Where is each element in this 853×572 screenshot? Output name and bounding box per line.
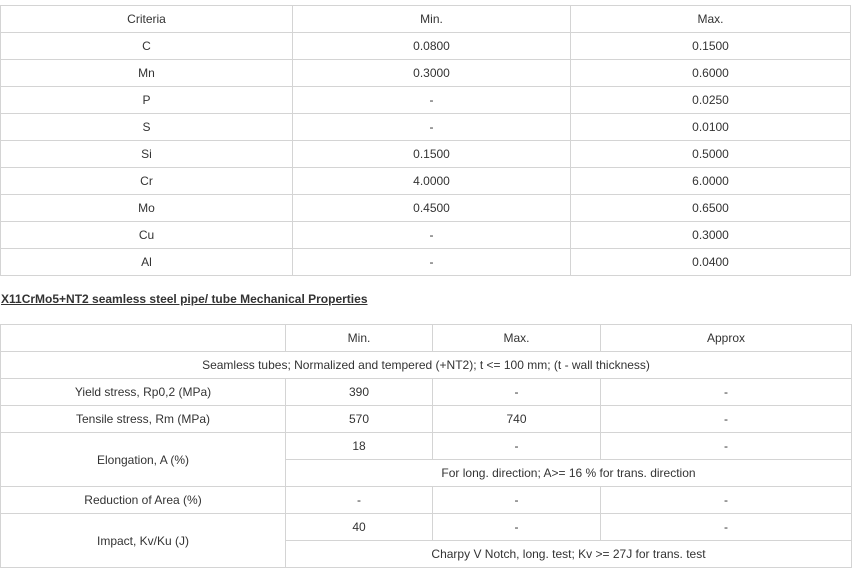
header-property	[1, 325, 286, 352]
mechanical-properties-title[interactable]: X11CrMo5+NT2 seamless steel pipe/ tube Mechanical Properties	[1, 292, 368, 306]
min-cell: -	[293, 87, 571, 114]
max-cell: 0.5000	[571, 141, 851, 168]
property-label: Elongation, A (%)	[1, 433, 286, 487]
table-header-row	[1, 6, 851, 33]
table-row	[1, 33, 851, 60]
condition-row	[1, 352, 852, 379]
element-cell: C	[1, 33, 293, 60]
table-row	[1, 195, 851, 222]
mechanical-properties-table	[0, 324, 852, 568]
max-cell: 0.0400	[571, 249, 851, 276]
element-cell: Mo	[1, 195, 293, 222]
max-cell: 0.1500	[571, 33, 851, 60]
header-approx: Approx	[601, 325, 852, 352]
element-cell: Si	[1, 141, 293, 168]
table-row	[1, 487, 852, 514]
header-max: Max.	[571, 6, 851, 33]
table-row	[1, 249, 851, 276]
chemical-composition-table	[0, 5, 851, 276]
table-row	[1, 222, 851, 249]
element-cell: P	[1, 87, 293, 114]
min-cell: 4.0000	[293, 168, 571, 195]
table-row	[1, 60, 851, 87]
min-cell: 0.0800	[293, 33, 571, 60]
max-cell: 0.0250	[571, 87, 851, 114]
table-row	[1, 433, 852, 460]
table-row	[1, 87, 851, 114]
max-cell: 0.6500	[571, 195, 851, 222]
header-min: Min.	[286, 325, 433, 352]
max-cell: 0.3000	[571, 222, 851, 249]
element-cell: Mn	[1, 60, 293, 87]
table-row	[1, 114, 851, 141]
element-cell: Cu	[1, 222, 293, 249]
value-approx: -	[601, 487, 852, 514]
property-label: Yield stress, Rp0,2 (MPa)	[1, 379, 286, 406]
value-approx: -	[601, 406, 852, 433]
property-label: Tensile stress, Rm (MPa)	[1, 406, 286, 433]
value-approx: -	[601, 379, 852, 406]
elongation-note: For long. direction; A>= 16 % for trans. direction	[286, 460, 852, 487]
table-row	[1, 514, 852, 541]
value-max: -	[433, 487, 601, 514]
table-header-row	[1, 325, 852, 352]
property-label: Impact, Kv/Ku (J)	[1, 514, 286, 568]
value-min: 390	[286, 379, 433, 406]
min-cell: 0.3000	[293, 60, 571, 87]
min-cell: -	[293, 114, 571, 141]
table-row	[1, 379, 852, 406]
value-approx: -	[601, 433, 852, 460]
element-cell: Cr	[1, 168, 293, 195]
header-criteria: Criteria	[1, 6, 293, 33]
value-max: -	[433, 514, 601, 541]
table-row	[1, 406, 852, 433]
property-label: Reduction of Area (%)	[1, 487, 286, 514]
min-cell: -	[293, 222, 571, 249]
impact-note: Charpy V Notch, long. test; Kv >= 27J for trans. test	[286, 541, 852, 568]
max-cell: 0.0100	[571, 114, 851, 141]
table-row	[1, 141, 851, 168]
value-max: 740	[433, 406, 601, 433]
table-row	[1, 168, 851, 195]
max-cell: 0.6000	[571, 60, 851, 87]
header-min: Min.	[293, 6, 571, 33]
value-max: -	[433, 433, 601, 460]
value-min: 18	[286, 433, 433, 460]
header-max: Max.	[433, 325, 601, 352]
value-min: -	[286, 487, 433, 514]
element-cell: Al	[1, 249, 293, 276]
max-cell: 6.0000	[571, 168, 851, 195]
min-cell: 0.1500	[293, 141, 571, 168]
value-min: 570	[286, 406, 433, 433]
value-approx: -	[601, 514, 852, 541]
element-cell: S	[1, 114, 293, 141]
value-min: 40	[286, 514, 433, 541]
min-cell: 0.4500	[293, 195, 571, 222]
min-cell: -	[293, 249, 571, 276]
value-max: -	[433, 379, 601, 406]
condition-text: Seamless tubes; Normalized and tempered (+NT2); t <= 100 mm; (t - wall thickness)	[1, 352, 852, 379]
